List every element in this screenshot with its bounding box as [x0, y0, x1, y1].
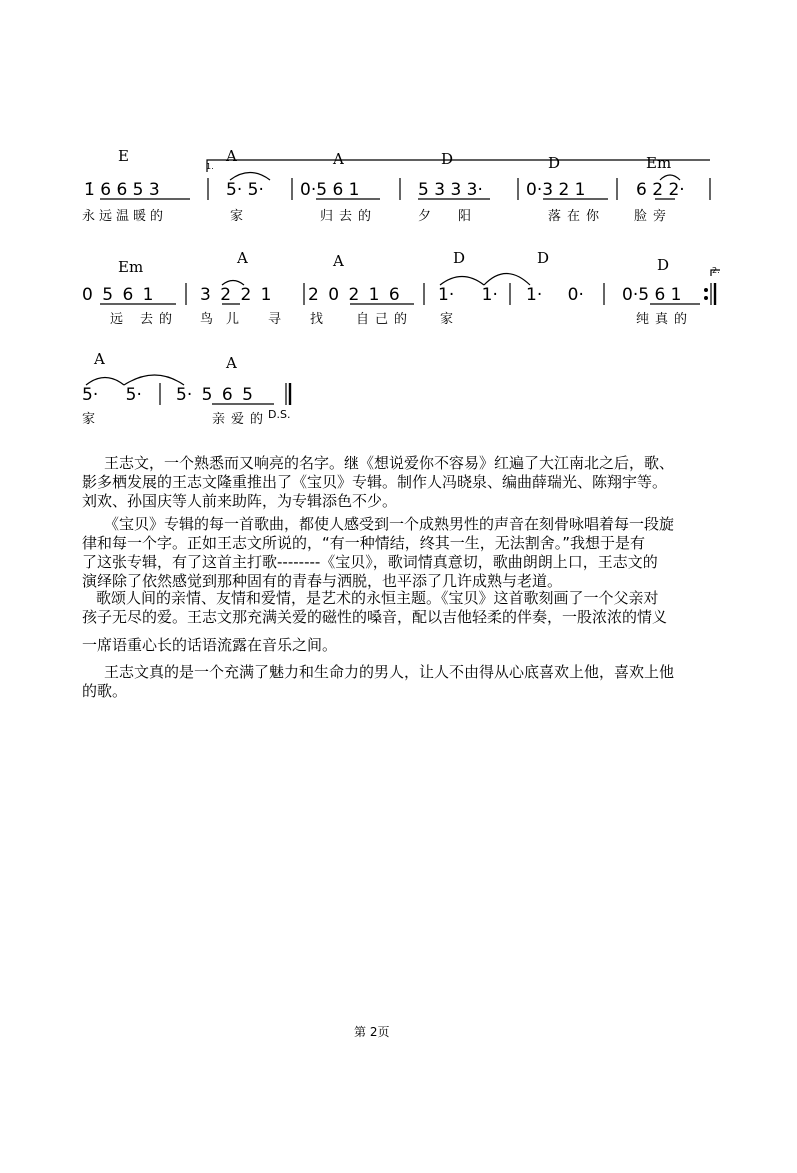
lyric: 自己的: [356, 312, 414, 327]
chord-label: D: [537, 249, 550, 267]
paragraph-line: 歌颂人间的亲情、友情和爱情，是艺术的永恒主题。《宝贝》这首歌刻画了一个父亲对: [96, 589, 659, 607]
lyric: 脸旁: [634, 209, 673, 224]
lyric: 远: [110, 312, 124, 327]
lyric: 亲爱的: [212, 412, 270, 427]
repeat-dot: [705, 289, 708, 292]
lyric: 归去的: [320, 209, 378, 224]
page-number: 第 2页: [354, 1025, 390, 1039]
lyric: 寻: [268, 312, 282, 327]
notation-measure: 3 2 2 1: [200, 285, 272, 305]
paragraph-line: 一席语重心长的话语流露在音乐之间。: [82, 636, 338, 654]
tie: [484, 274, 530, 286]
lyric: 家: [230, 209, 244, 224]
notation-measure: 0 5 6 1: [82, 285, 154, 305]
paragraph-line: 演绎除了依然感觉到那种固有的青春与洒脱，也平添了几许成熟与老道。: [82, 572, 563, 590]
tie: [230, 173, 270, 181]
tie: [222, 281, 244, 286]
chord-label: D: [453, 249, 466, 267]
paragraph-line: 王志文真的是一个充满了魅力和生命力的男人，让人不由得从心底喜欢上他，喜欢上他: [104, 663, 675, 681]
paragraph-line: 刘欢、孙国庆等人前来助阵，为专辑添色不少。: [82, 492, 398, 510]
chord-label: D: [441, 150, 454, 168]
lyric: 找: [310, 312, 324, 327]
volta-mark: 1.: [206, 162, 214, 171]
chord-label: A: [237, 249, 248, 267]
tie: [86, 378, 124, 386]
paragraph-line: 了这张专辑，有了这首主打歌--------《宝贝》，歌词情真意切，歌曲朗朗上口，王志文的: [82, 553, 658, 571]
notation-measure: 6 2 2·: [636, 180, 685, 200]
chord-label: A: [333, 252, 344, 270]
chord-label: A: [333, 150, 344, 168]
notation-measure: 5· 5·: [226, 180, 264, 200]
chord-label: D: [548, 154, 561, 172]
chord-label: E: [118, 147, 129, 165]
paragraph-line: 王志文，一个熟悉而又响亮的名字。继《想说爱你不容易》红遍了大江南北之后，歌、: [104, 454, 675, 472]
notation-measure: 2 0 2 1 6: [308, 285, 400, 305]
lyric: 鸟: [200, 312, 214, 327]
chord-label: A: [226, 147, 237, 165]
chord-label: A: [226, 354, 237, 372]
paragraph-line: 的歌。: [82, 682, 128, 700]
lyric: 儿: [226, 312, 240, 327]
volta-bracket: [711, 270, 720, 276]
tie: [660, 175, 680, 180]
paragraph-line: 律和每一个字。正如王志文所说的，“有一种情结，终其一生，无法割舍。”我想于是有: [82, 534, 646, 552]
chord-label: A: [94, 350, 105, 368]
lyric: 去的: [140, 312, 179, 327]
notation-measure: 5· 5·: [82, 385, 142, 405]
notation-measure: 5· 5 6 5: [176, 385, 253, 405]
lyric: 阳: [458, 209, 472, 224]
paragraph-line: 影多栖发展的王志文隆重推出了《宝贝》专辑。制作人冯晓泉、编曲薛瑞光、陈翔宇等。: [82, 473, 668, 491]
paragraph-line: 《宝贝》专辑的每一首歌曲，都使人感受到一个成熟男性的声音在刻骨咏唱着每一段旋: [104, 515, 675, 533]
tie: [124, 375, 184, 385]
volta-mark: 2.: [712, 266, 720, 275]
notation-measure: 0·5 6 1: [622, 285, 682, 305]
notation-measure: 5 3 3 3·: [418, 180, 483, 200]
chord-label: D: [657, 256, 670, 274]
notation-measure: 1̇ 6 6 5 3: [84, 180, 160, 200]
volta-bracket: [207, 160, 710, 172]
lyric: 家: [440, 312, 454, 327]
chord-label: Em: [118, 258, 144, 276]
paragraph-line: 孩子无尽的爱。王志文那充满关爱的磁性的嗓音，配以吉他轻柔的伴奏，一股浓浓的情义: [82, 608, 668, 626]
notation-measure: 1· 1·: [438, 285, 498, 305]
lyric: 夕: [418, 209, 432, 224]
notation-measure: 1· 0·: [526, 285, 584, 305]
lyric: D.S.: [268, 408, 291, 421]
tie: [440, 277, 484, 286]
lyric: 永远温暖的: [82, 209, 168, 224]
repeat-dot: [705, 297, 708, 300]
notation-measure: 0·5 6 1: [300, 180, 360, 200]
lyric: 家: [82, 412, 96, 427]
notation-measure: 0·3 2 1: [526, 180, 586, 200]
lyric: 纯真的: [636, 312, 694, 327]
lyric: 落在你: [548, 209, 606, 224]
chord-label: Em: [646, 154, 672, 172]
